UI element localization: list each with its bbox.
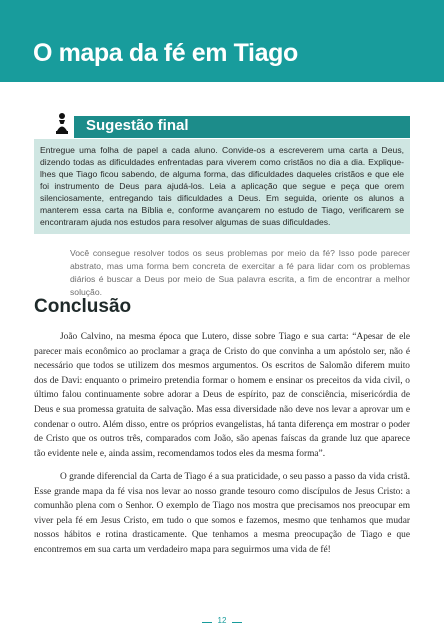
suggestion-header <box>74 116 410 138</box>
suggestion-box <box>34 139 410 234</box>
page-number: 12 <box>217 616 227 625</box>
conclusion-paragraph-2: O grande diferencial da Carta de Tiago é a sua praticidade, o seu passo a passo da vida cristã. Esse grande mapa da fé visa nos levar ao nosso grande tesouro como discípulos de Jesus Cristo: a comunhão plena com o Senhor. O exemplo de Tiago nos mostra que precisamos nos preocupar em viver pela fé em Jesus Cristo, em tudo o que somos e fazemos, mesmo que tenhamos que mudar nossos hábitos e rotina drasticamente. Que tenhamos a mesma preocupação de Tiago e que encontremos em sua carta um verdadeiro mapa para seguirmos uma vida de fé! <box>34 472 410 555</box>
footer-rule-right <box>232 622 242 623</box>
suggestion-title: Sugestão final <box>86 117 189 134</box>
page-header <box>0 0 444 82</box>
suggestion-text: Entregue uma folha de papel a cada aluno. Convide-os a escreverem uma carta a Deus, dizendo todas as dificuldades enfrentadas para viverem como cristãos no dia a dia. Explique-lhes que Tiago ficou sabendo, de alguma forma, das dificuldades daqueles cristãos e que ele foi instrumento de Deus para ajudá-los. Leia a aplicação que segue e peça que orem silenciosamente, entregando tais dificuldades a Deus. Em seguida, oriente os alunos a manterem essa carta na Bíblia e, conforme avançarem no estudo de Tiago, verificarem se encontraram ajuda nos estudos para resolver algumas de suas dificuldades. <box>40 145 404 228</box>
conclusion-paragraph-1: João Calvino, na mesma época que Lutero, disse sobre Tiago e sua carta: “Apesar de ele parecer mais econômico ao proclamar a graça de Cristo do que convinha a um apóstolo ser, não é necessário que todos se utilizem dos mesmos argumentos. Os escritos de Salomão diferem muito dos de Davi: enquanto o primeiro pretendia formar o homem e ensinar os preceitos da vida civil, o último falou continuamente sobre adorar a Deus de espírito, paz de consciência, misericórdia de Deus e sua promessa gratuita de salvação. Mas essa diversidade não deve nos levar a aprovar um e condenar o outro. Além disso, entre os próprios evangelistas, há tanta diferença em mostrar o poder de Cristo que os outros três, comparados com João, são apenas faíscas da grande luz que aparece tão evidente nele e, ainda assim, recomendamos todos eles da mesma forma”. <box>34 332 410 459</box>
page-title: O mapa da fé em Tiago <box>33 39 298 67</box>
section-title-conclusion: Conclusão <box>34 296 132 317</box>
footer-rule-left <box>202 622 212 623</box>
reflection-note: Você consegue resolver todos os seus problemas por meio da fé? Isso pode parecer abstrato, mas uma forma bem concreta de exercitar a fé para lidar com os problemas diários é buscar a Deus por meio de Sua palavra escrita, a fim de encontrar a melhor solução. <box>70 248 410 297</box>
